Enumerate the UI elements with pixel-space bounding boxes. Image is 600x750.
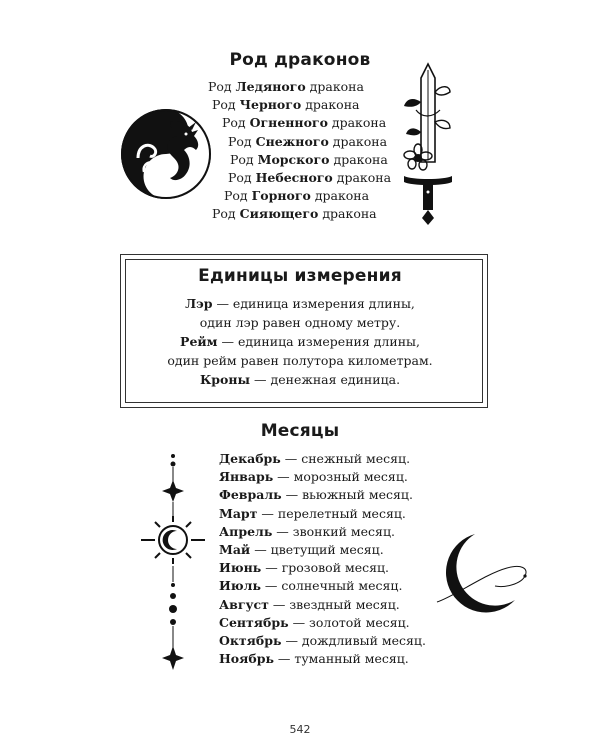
crescent-moon-icon (425, 530, 535, 625)
unit-line: Лэр — единица измерения длины, (185, 296, 415, 311)
list-item: Июнь — грозовой месяц. (219, 560, 390, 576)
list-item: Род Сияющего дракона (212, 206, 377, 222)
clans-heading: Род драконов (229, 50, 371, 70)
months-list (219, 450, 426, 668)
list-item: Род Горного дракона (224, 188, 370, 204)
unit-line: Кроны — денежная единица. (199, 372, 401, 387)
list-item: Сентябрь — золотой месяц. (219, 614, 410, 630)
list-item: Род Морского дракона (230, 151, 388, 167)
units-heading: Единицы измерения (198, 266, 402, 286)
list-item: Род Огненного дракона (222, 115, 387, 131)
list-item: Ноябрь — туманный месяц. (219, 651, 409, 667)
list-item: Январь — морозный месяц. (219, 469, 408, 485)
page-number: 542 (289, 723, 311, 736)
months-heading: Месяцы (260, 421, 340, 441)
dagger-with-flower-icon (398, 62, 458, 227)
list-item: Февраль — вьюжный месяц. (219, 487, 413, 503)
list-item: Август — звездный месяц. (219, 596, 400, 612)
list-item: Род Черного дракона (212, 97, 360, 113)
unit-line: Рейм — единица измерения длины, (180, 334, 420, 349)
list-item: Апрель — звонкий месяц. (219, 523, 395, 539)
list-item: Декабрь — снежный месяц. (219, 451, 411, 466)
units-list (0, 294, 600, 389)
clans-list (200, 78, 392, 224)
unit-line: один лэр равен одному метру. (199, 315, 401, 330)
list-item: Род Ледяного дракона (208, 79, 364, 94)
list-item: Июль — солнечный месяц. (219, 578, 403, 594)
unit-line: один рейм равен полутора километрам. (167, 353, 433, 368)
celestial-sun-ornament-icon (138, 450, 208, 670)
list-item: Октябрь — дождливый месяц. (219, 633, 426, 649)
list-item: Род Небесного дракона (228, 170, 392, 186)
list-item: Род Снежного дракона (228, 133, 388, 149)
list-item: Май — цветущий месяц. (219, 542, 384, 558)
dragon-emblem-icon (118, 106, 214, 202)
list-item: Март — перелетный месяц. (219, 505, 406, 521)
